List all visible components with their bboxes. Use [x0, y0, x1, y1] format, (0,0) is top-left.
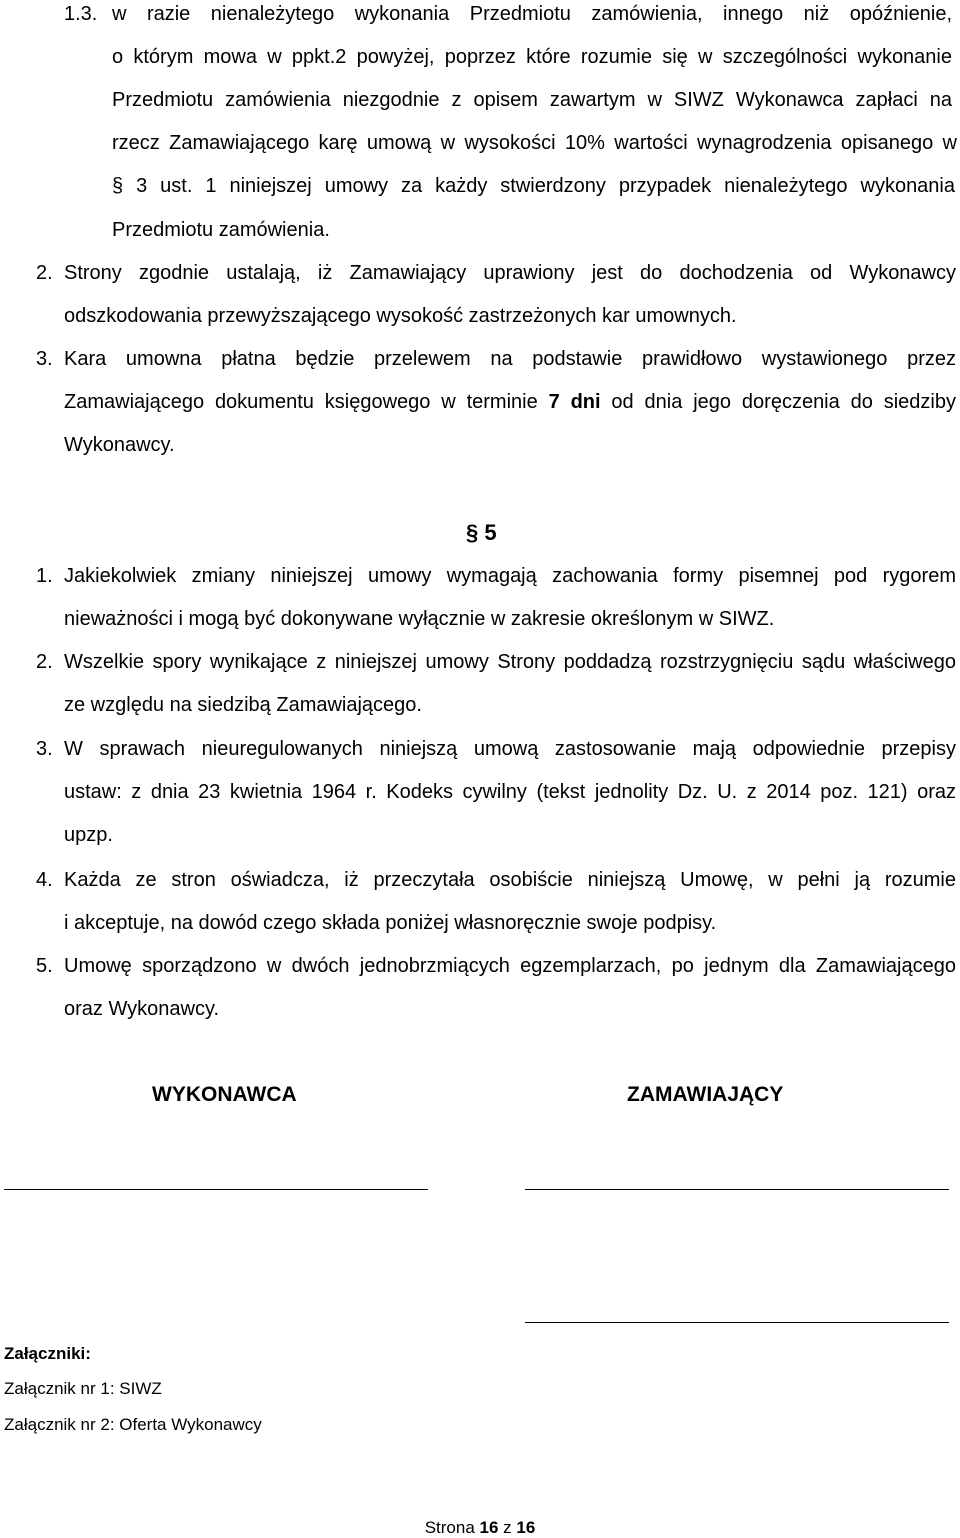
signature-line-ordering-party — [525, 1189, 949, 1190]
item-1-3-line: o którym mowa w ppkt.2 powyżej, poprzez które rozumie się w szczególności wykonanie — [112, 46, 952, 68]
signature-line-ordering-party-2 — [525, 1322, 949, 1323]
item-3-line: Kara umowna płatna będzie przelewem na podstawie prawidłowo wystawionego przez — [64, 348, 956, 370]
footer-middle: z — [498, 1518, 517, 1537]
item-3-text-after: od dnia jego doręczenia do siedziby — [600, 391, 956, 413]
s5-item-line: ustaw: z dnia 23 kwietnia 1964 r. Kodeks cywilny (tekst jednolity Dz. U. z 2014 poz. 121) oraz — [64, 781, 956, 803]
item-1-3-line: § 3 ust. 1 niniejszej umowy za każdy stwierdzony przypadek nienależytego wykonania — [112, 175, 955, 197]
item-2-line: odszkodowania przewyższającego wysokość zastrzeżonych kar umownych. — [64, 305, 737, 327]
s5-item-line: upzp. — [64, 824, 113, 846]
s5-item-number: 2. — [36, 651, 53, 673]
item-1-3-number: 1.3. — [64, 3, 98, 25]
s5-item-line: Każda ze stron oświadcza, iż przeczytała osobiście niniejszą Umowę, w pełni ją rozumie — [64, 869, 956, 891]
item-3-deadline: 7 dni — [548, 391, 601, 413]
s5-item-line: i akceptuje, na dowód czego składa poniżej własnoręcznie swoje podpisy. — [64, 912, 717, 934]
page-footer — [0, 1518, 960, 1538]
attachment-item: Załącznik nr 1: SIWZ — [4, 1379, 162, 1398]
item-3-number: 3. — [36, 348, 53, 370]
item-3-line-with-bold — [64, 390, 956, 416]
item-1-3-line: Przedmiotu zamówienia. — [112, 219, 330, 241]
s5-item-number: 3. — [36, 738, 53, 760]
item-2-line: Strony zgodnie ustalają, iż Zamawiający uprawiony jest do dochodzenia od Wykonawcy — [64, 262, 956, 284]
s5-item-number: 5. — [36, 955, 53, 977]
item-1-3-line: rzecz Zamawiającego karę umową w wysokości 10% wartości wynagrodzenia opisanego w — [112, 132, 957, 154]
attachment-item: Załącznik nr 2: Oferta Wykonawcy — [4, 1415, 262, 1434]
s5-item-number: 1. — [36, 565, 53, 587]
footer-prefix: Strona — [424, 1518, 480, 1537]
item-1-3-line: Przedmiotu zamówienia niezgodnie z opisem zawartym w SIWZ Wykonawca zapłaci na — [112, 89, 952, 111]
signature-title-ordering-party: ZAMAWIAJĄCY — [627, 1083, 784, 1106]
footer-current-page: 16 — [479, 1518, 499, 1537]
s5-item-number: 4. — [36, 869, 53, 891]
item-2-number: 2. — [36, 262, 53, 284]
s5-item-line: Umowę sporządzono w dwóch jednobrzmiących egzemplarzach, po jednym dla Zamawiającego — [64, 955, 956, 977]
item-1-3-line: w razie nienależytego wykonania Przedmiotu zamówienia, innego niż opóźnienie, — [112, 3, 952, 25]
s5-item-line: oraz Wykonawcy. — [64, 998, 220, 1020]
item-3-line: Wykonawcy. — [64, 434, 175, 456]
s5-item-line: Jakiekolwiek zmiany niniejszej umowy wymagają zachowania formy pisemnej pod rygorem — [64, 565, 956, 587]
signature-line-contractor — [4, 1189, 428, 1190]
footer-total-pages: 16 — [516, 1518, 536, 1537]
s5-item-line: W sprawach nieuregulowanych niniejszą umową zastosowanie mają odpowiednie przepisy — [64, 738, 956, 760]
s5-item-line: ze względu na siedzibą Zamawiającego. — [64, 694, 422, 716]
attachments-heading: Załączniki: — [4, 1344, 91, 1363]
section-5-heading: § 5 — [466, 520, 497, 545]
s5-item-line: Wszelkie spory wynikające z niniejszej umowy Strony poddadzą rozstrzygnięciu sądu właściwego — [64, 651, 956, 673]
s5-item-line: nieważności i mogą być dokonywane wyłącznie w zakresie określonym w SIWZ. — [64, 608, 775, 630]
item-3-text-before: Zamawiającego dokumentu księgowego w terminie — [64, 391, 549, 413]
signature-title-contractor: WYKONAWCA — [152, 1083, 297, 1106]
